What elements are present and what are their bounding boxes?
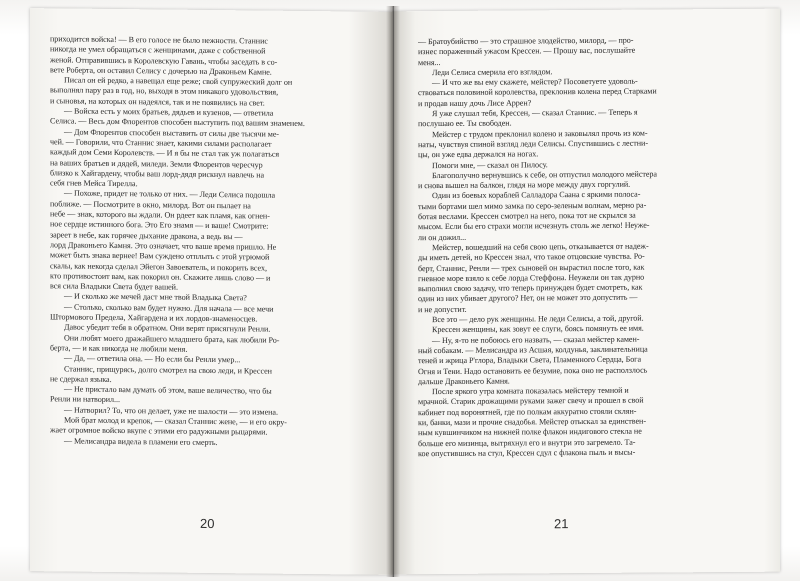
- text-line: Все это — дело рук женщины. Не леди Селисы, а той, другой.: [432, 313, 644, 325]
- text-line: Благополучно вернувшись к себе, он отпустил молодого мейстера: [432, 169, 657, 180]
- text-line: кое опустившись на стул, Крессен сдул с флакона пыль и высы-: [418, 447, 636, 459]
- text-line: наты, чувствуя спиной взгляд леди Селисы. Спустившись с лестни-: [418, 138, 648, 150]
- text-line: ным кувшинчиком на нижней полке флакон индигового стекла не: [418, 426, 642, 438]
- left-page-number: 20: [200, 515, 215, 532]
- text-line: небе — знак, которого вы ждали. Он рдеет как пламя, как огнен-: [50, 209, 270, 221]
- left-page: [30, 8, 392, 575]
- text-line: — Ну, я-то не побоюсь его назвать, — сказал мейстер камен-: [432, 334, 640, 345]
- text-line: больше его мизинца, вытряхнул его и внутри это загремело. Та-: [418, 437, 636, 448]
- text-line: никогда не умел обращаться с женщинами, даже с собственной: [50, 44, 266, 56]
- text-line: на ваших братьев и дядей, миледи. Земли Флорентов чересчур: [50, 157, 263, 170]
- text-line: и не допустит.: [418, 304, 467, 314]
- text-line: — Натворил? То, что он делает, уже не шалости — это измена.: [64, 405, 278, 417]
- text-line: Они любят моего дражайшего младшего брата, как любили Ро-: [64, 333, 280, 345]
- text-line: лорд Драконьего Камня. Это означает, что ваше время пришло. Не: [50, 240, 277, 252]
- text-line: ный собакам. — Мелисандра из Асшая, колдунья, заклинательница: [418, 344, 648, 356]
- text-line: один из них убивает другого? Нет, он не может это допустить —: [418, 293, 638, 304]
- text-line: — Не пристало вам думать об этом, ваше величество, что бы: [64, 384, 272, 396]
- text-line: мрачной. Старик дрожащими руками зажег свечу и прошел в свой: [418, 395, 644, 407]
- text-line: и снова вышел на балкон, глядя на море между двух горгулий.: [418, 179, 631, 191]
- text-line: — И сколько же мечей даст мне твой Владыка Света?: [64, 291, 247, 303]
- text-line: гневное море взяло к себе лорда Стеффона. Неужели он так дурно: [418, 272, 645, 284]
- text-line: Писал он ей редко, а навещал еще реже; свой супружеский долг он: [64, 75, 293, 88]
- text-line: каждый дом Семи Королевств. — И я бы не стал так уж полагаться: [50, 147, 280, 159]
- text-line: берта, — и как никогда не любили меня.: [50, 343, 188, 354]
- text-line: ды иметь детей, но Крессен знал, что такое отцовские чувства. Ро-: [418, 251, 645, 263]
- text-line: ки, банки, мази и прочие снадобья. Мейстер отыскал за единствен-: [418, 416, 646, 428]
- text-line: — Братоубийство — это страшное злодейство, милорд, — про-: [418, 35, 634, 47]
- text-line: выполнил свою задачу, что теперь принужден будет смотреть, как: [418, 282, 643, 294]
- text-line: Станнис, прищурясь, долго смотрел на свою леди, и Крессен: [64, 363, 272, 376]
- text-line: кто противостоит вам, как покорил он. Скажите лишь слово — и: [50, 271, 271, 283]
- text-line: ное сердце истинного бога. Это Его знамя — и ваше! Смотрите:: [50, 219, 269, 231]
- text-line: — Столько, сколько вам будет нужно. Для начала — все мечи: [64, 302, 274, 314]
- text-line: ствоваться половиной королевства, преклонив колена перед Старками: [418, 86, 657, 98]
- text-line: послушаю ее. Ты свободен.: [418, 118, 512, 129]
- text-line: и сыновья, на которых он надеялся, так и не появились на свет.: [50, 96, 265, 108]
- text-line: Мейстер с трудом преклонил колено и заковылял прочь из ком-: [432, 128, 648, 139]
- text-line: Я уже слушал тебя, Крессен, — сказал Станнис. — Теперь я: [432, 107, 638, 119]
- text-line: ботая веслами. Крессен смотрел на него, пока тот не скрылся за: [418, 210, 636, 222]
- right-page: [392, 9, 780, 575]
- text-line: кабинет под воронятней, где по полкам аккуратно стояли склян-: [418, 406, 637, 417]
- text-line: вся сила Владыки Света будет вашей.: [50, 281, 178, 292]
- text-line: мысом. Если бы его страхи могли исчезнуть столь же легко! Неуже-: [418, 220, 650, 232]
- text-line: поближе. — Посмотрите в окно, милорд. Вот он пылает на: [50, 199, 251, 211]
- text-line: Штормового Предела, Хайгардена и их лордов-знаменосцев.: [50, 312, 258, 324]
- text-line: зареет в небе, как горячее дыхание дракона, а ведь вы —: [50, 229, 243, 241]
- text-line: изнес пораженный ужасом Крессен. — Прошу вас, послушайте: [418, 45, 636, 57]
- text-line: теней и жрица Р'глора, Владыки Света, Пламенного Сердца, Бога: [418, 354, 641, 366]
- text-line: цы, он уже едва держался на ногах.: [418, 149, 539, 160]
- book-gutter: [386, 6, 400, 577]
- text-line: Мой брат молод и крепок, — сказал Станнис жене, — и его окру-: [64, 415, 287, 427]
- text-line: Леди Селиса смерила его взглядом.: [432, 67, 553, 77]
- text-line: Крессен женщины, как зовут ее слуги, боясь помянуть ее имя.: [432, 323, 644, 335]
- text-line: себя гнев Мейса Тирелла.: [50, 178, 138, 189]
- text-line: Помоги мне, — сказал он Пилосу.: [432, 159, 548, 170]
- left-page-text: [50, 34, 374, 449]
- text-line: жает огромное войско вкупе с этими его радужными рыцарями.: [50, 425, 268, 437]
- text-line: скалы, как некогда сделал Эйегон Завоеватель, и покорить всех,: [50, 260, 267, 273]
- text-line: дальше Драконьего Камня.: [418, 376, 510, 386]
- text-line: — Да, — ответила она. — Но если бы Ренли умер...: [64, 353, 241, 365]
- text-line: тыми бортами шел мимо замка по серо-зеленым волнам, мерно ра-: [418, 200, 647, 211]
- text-line: — Мелисандра видела в пламени его смерть.: [64, 436, 218, 447]
- text-line: Огня и Тени. Надо остановить ее безумие, пока оно не расползлось: [418, 365, 648, 376]
- text-line: близко к Хайгардену, чтобы ваш лорд-дядя рискнул навлечь на: [50, 168, 265, 180]
- text-line: Давос убедит тебя в обратном. Они верят присягнули Ренли.: [64, 322, 271, 334]
- text-line: не сдержал языка.: [50, 374, 112, 384]
- text-line: вете Роберта, он оставил Селису с дочерью на Драконьем Камне.: [50, 65, 272, 77]
- text-line: Ренли ни натворил...: [50, 394, 120, 405]
- text-line: — И что же вы ему скажете, мейстер? Посоветуете удоволь-: [432, 76, 638, 88]
- text-line: Один из боевых кораблей Салладора Саана с яркими полоса-: [432, 190, 641, 201]
- text-line: может быть знака вернее! Вам суждено отплыть с этой угрюмой: [50, 250, 270, 262]
- text-line: Мейстер, вошедший на себя свою цепь, отказывается от надеж-: [432, 241, 649, 253]
- text-line: чей. — Говорили, что Станнис знает, какими силами располагает: [50, 137, 272, 149]
- right-page-text: [418, 35, 760, 460]
- text-line: — Дом Флорентов способен выставить от силы две тысячи ме-: [64, 127, 280, 139]
- text-line: берт, Станнис, Ренли — трех сыновей он вырастил после того, как: [418, 262, 645, 273]
- right-page-number: 21: [554, 516, 569, 532]
- text-line: — Похоже, придет не только от них. — Леди Селиса подошла: [64, 188, 276, 201]
- text-line: и продав нашу дочь Лисе Аррен?: [418, 98, 532, 108]
- text-line: После яркого утра комната показалась мейстеру темной и: [432, 385, 629, 397]
- text-line: выполнял пару раз в год, но, выходя в этом никакого удовольствия,: [50, 85, 279, 98]
- text-line: ли он дожил...: [418, 232, 467, 242]
- text-line: меня...: [418, 57, 441, 67]
- text-line: — Войска есть у моих братьев, дядьев и кузенов, — ответила: [64, 106, 274, 118]
- text-line: приходится войска! — В его голосе не было нежности. Станнис: [50, 34, 268, 46]
- text-line: Селиса. — Весь дом Флорентов способен выступить под вашим знаменем.: [50, 116, 305, 129]
- text-line: женой. Отправившись в Королевскую Гавань, чтобы заседать в со-: [50, 54, 278, 67]
